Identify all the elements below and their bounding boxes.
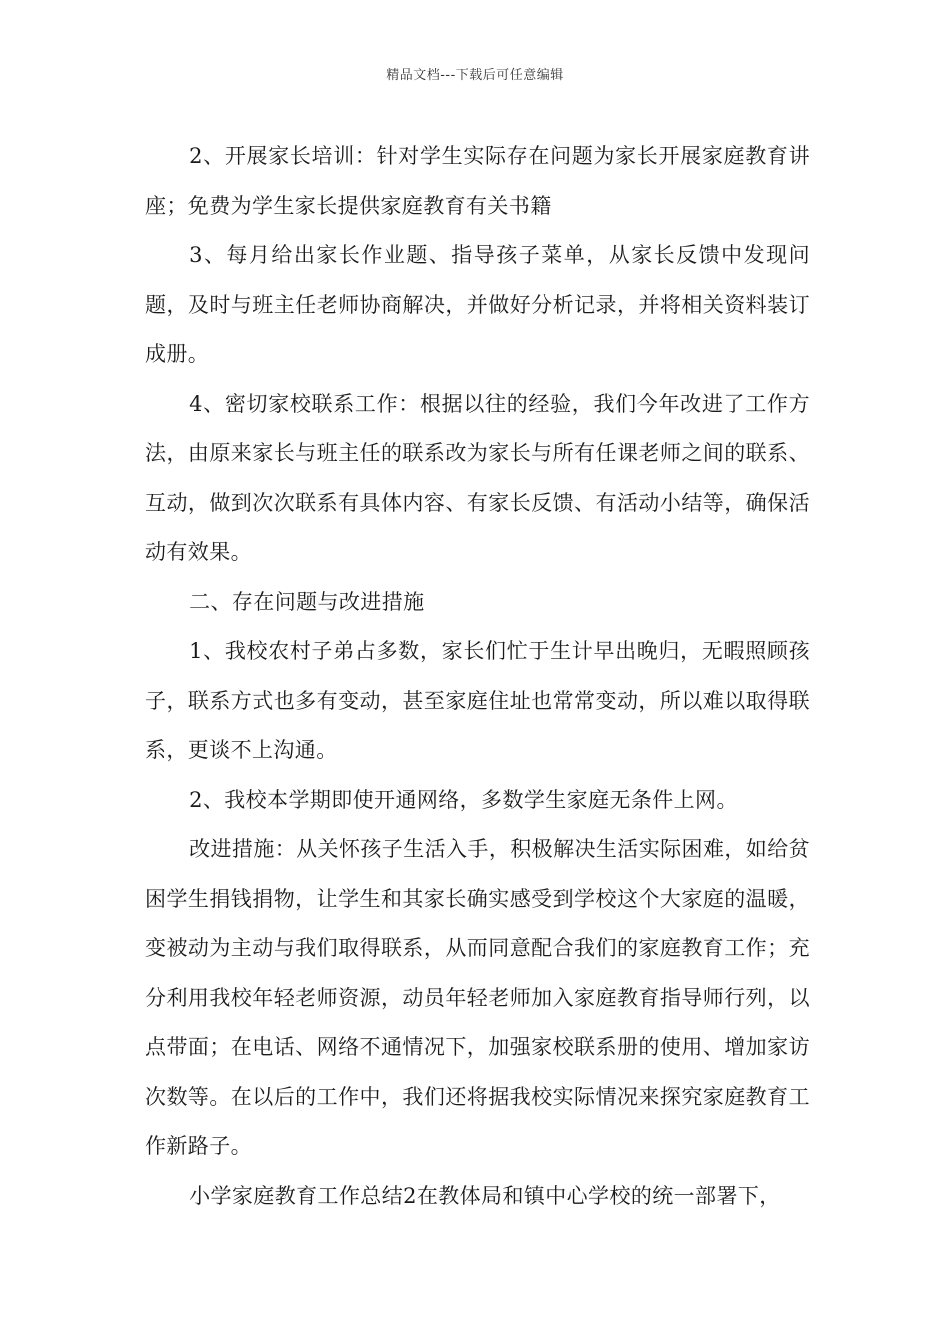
document-body bbox=[145, 132, 810, 1221]
paragraph-monthly-homework: 3、每月给出家长作业题、指导孩子菜单，从家长反馈中发现问题，及时与班主任老师协商解决，并做好分析记录，并将相关资料装订成册。 bbox=[145, 243, 810, 366]
page-header: 精品文档---下载后可任意编辑 bbox=[386, 68, 564, 83]
paragraph-improvement-measures: 改进措施：从关怀孩子生活入手，积极解决生活实际困难，如给贫困学生捐钱捐物，让学生和其家长确实感受到学校这个大家庭的温暖，变被动为主动与我们取得联系，从而同意配合我们的家庭教育工作；充分利用我校年轻老师资源，动员年轻老师加入家庭教育指导师行列，以点带面；在电话、网络不通情况下，加强家校联系册的使用、增加家访次数等。在以后的工作中，我们还将据我校实际情况来探究家庭教育工作新路子。 bbox=[145, 837, 810, 1158]
paragraph-problem-1: 1、我校农村子弟占多数，家长们忙于生计早出晚归，无暇照顾孩子，联系方式也多有变动，甚至家庭住址也常常变动，所以难以取得联系，更谈不上沟通。 bbox=[145, 639, 810, 762]
paragraph-summary-2-start: 小学家庭教育工作总结2在教体局和镇中心学校的统一部署下， bbox=[189, 1183, 781, 1208]
paragraph-home-school-contact: 4、密切家校联系工作：根据以往的经验，我们今年改进了工作方法，由原来家长与班主任的联系改为家长与所有任课老师之间的联系、互动，做到次次联系有具体内容、有家长反馈、有活动小结等，确保活动有效果。 bbox=[145, 391, 810, 564]
section-heading-problems: 二、存在问题与改进措施 bbox=[189, 589, 425, 614]
paragraph-parent-training: 2、开展家长培训：针对学生实际存在问题为家长开展家庭教育讲座；免费为学生家长提供家庭教育有关书籍 bbox=[145, 144, 810, 218]
paragraph-problem-2: 2、我校本学期即使开通网络，多数学生家庭无条件上网。 bbox=[189, 787, 738, 812]
